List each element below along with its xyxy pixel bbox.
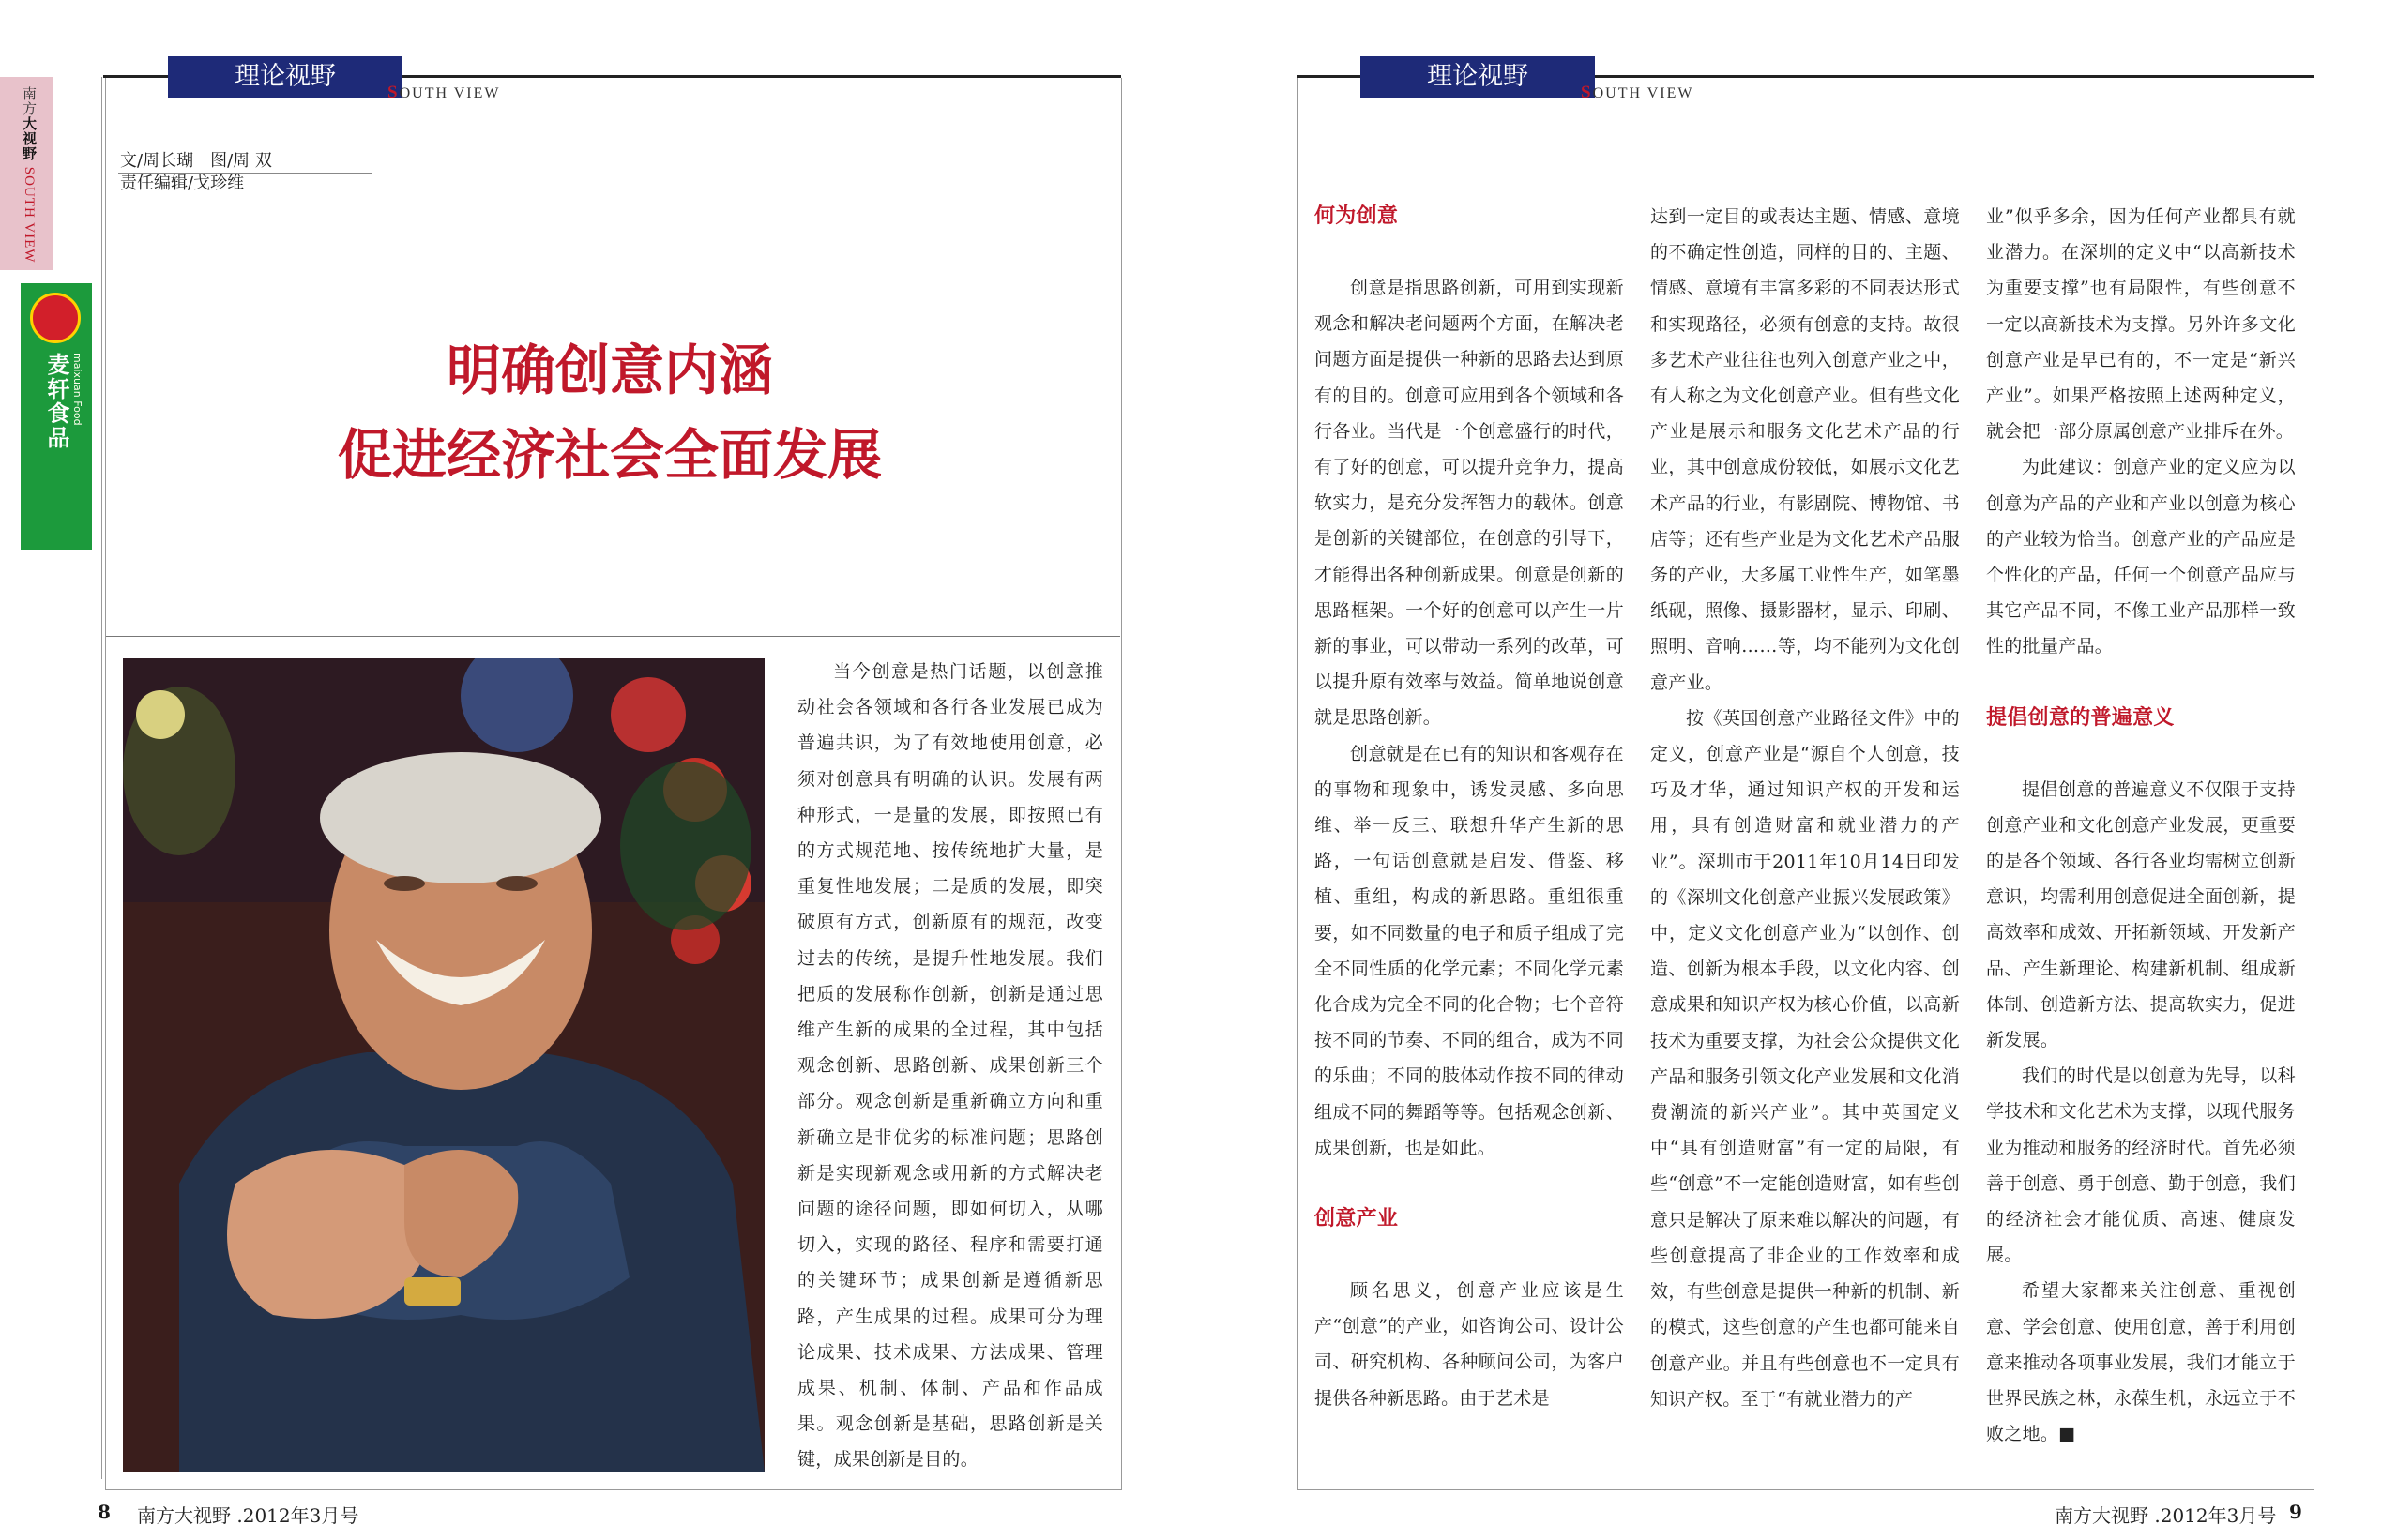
right-column-1 — [1314, 199, 1624, 1416]
left-page-margin-line — [101, 77, 102, 1479]
paragraph: 顾名思义，创意产业应该是生产“创意”的产业，如咨询公司、设计公司、研究机构、各种顾问公司，为客户提供各种新思路。由于艺术是 — [1314, 1280, 1624, 1409]
side-magazine-english: SOUTH VIEW — [22, 166, 37, 264]
portrait-photo — [123, 658, 765, 1472]
side-ad-brand: 麦轩食品 — [43, 353, 69, 450]
right-column-3 — [1986, 199, 2296, 1453]
left-section-tab: 理论视野 — [168, 56, 402, 98]
portrait-illustration — [123, 658, 765, 1472]
paragraph: 按《英国创意产业路径文件》中的定义，创意产业是“源自个人创意，技巧及才华，通过知识产权的开发和运用，具有创造财富和就业潜力的产业”。深圳市于2011年10月14日印发的《深圳文化创意产业振兴发展政策》中，定义文化创意产业为“以创作、创造、创新为根本手段，以文化内容、创意成果和知识产权为核心价值，以高新技术为重要支撑，为社会公众提供文化产品和服务引领文化产业发展和文化消费潮流的新兴产业”。其中英国定义中“具有创造财富”有一定的局限，有些“创意”不一定能创造财富，如有些创意只是解决了原来难以解决的问题，有些创意提高了非企业的工作效率和成效，有些创意是提供一种新的机制、新的模式，这些创意的产生也都可能来自创意产业。并且有些创意也不一定具有知识产权。至于“有就业潜力的产 — [1650, 707, 1960, 1410]
section-heading-what-is-creativity: 何为创意 — [1314, 204, 1399, 228]
paragraph: 创意是指思路创新，可用到实现新观念和解决老问题两个方面，在解决老问题方面是提供一种新的思路去达到原有的目的。创意可应用到各个领域和各行各业。当代是一个创意盛行的时代，有了好的创意，可以提升竞争力，提高软实力，是充分发挥智力的载体。创意是创新的关键部位，在创意的引导下，才能得出各种创新成果。创意是创新的思路框架。一个好的创意可以产生一片新的事业，可以带动一系列的改革，可以提升原有效率与效益。简单地说创意就是思路创新。 — [1314, 278, 1624, 729]
right-column-2 — [1650, 199, 1960, 1417]
left-footer-issue: 南方大视野 .2012年3月号 — [137, 1504, 359, 1527]
author-credit: 文/周长瑚 图/周 双 — [120, 151, 272, 171]
right-footer-issue: 南方大视野 .2012年3月号 — [2055, 1504, 2277, 1527]
paragraph: 达到一定目的或表达主题、情感、意境的不确定性创造，同样的目的、主题、情感、意境有丰富多彩的不同表达形式和实现路径，必须有创意的支持。故很多艺术产业往往也列入创意产业之中，有人称之为文化创意产业。但有些文化产业是展示和服务文化艺术产品的行业，其中创意成份较低，如展示文化艺术产品的行业，有影剧院、博物馆、书店等；还有些产业是为文化艺术产品服务的产业，大多属工业性生产，如笔墨纸砚，照像、摄影器材，显示、印刷、照明、音响……等，均不能列为文化创意产业。 — [1650, 206, 1960, 693]
intro-paragraph: 当今创意是热门话题，以创意推动社会各领域和各行各业发展已成为普遍共识，为了有效地使用创意，必须对创意具有明确的认识。发展有两种形式，一是量的发展，即按照已有的方式规范地、按传统地扩大量，是重复性地发展；二是质的发展，即突破原有方式，创新原有的规范，改变过去的传统，是提升性地发展。我们把质的发展称作创新，创新是通过思维产生新的成果的全过程，其中包括观念创新、思路创新、成果创新三个部分。观念创新是重新确立方向和重新确立是非优劣的标准问题；思路创新是实现新观念或用新的方式解决老问题的途径问题，即如何切入，从哪切入，实现的路径、程序和需要打通的关键环节；成果创新是遵循新思路，产生成果的过程。成果可分为理论成果、技术成果、方法成果、管理成果、机制、体制、产品和作品成果。观念创新是基础，思路创新是关键，成果创新是目的。 — [797, 661, 1103, 1471]
title-separator — [106, 636, 1120, 637]
article-title-line2: 促进经济社会全面发展 — [337, 423, 882, 487]
right-south-view-label: SOUTH VIEW — [1581, 83, 1694, 102]
editor-credit: 责任编辑/戈珍维 — [120, 174, 245, 193]
brand-logo-icon — [30, 293, 81, 343]
paragraph: 提倡创意的普遍意义不仅限于支持创意产业和文化创意产业发展，更重要的是各个领域、各行各业均需树立创新意识，均需利用创意促进全面创新，提高效率和成效、开拓新领域、开发新产品、产生新理论、构建新机制、组成新体制、创造新方法、提高软实力，促进新发展。 — [1986, 778, 2296, 1051]
paragraph: 创意就是在已有的知识和客观存在的事物和现象中，诱发灵感、多向思维、举一反三、联想升华产生新的思路，一句话创意就是启发、借鉴、移植、重组，构成的新思路。重组很重要，如不同数量的电子和质子组成了完全不同性质的化学元素；不同化学元素化合成为完全不同的化合物；七个音符按不同的节奏、不同的组合，成为不同的乐曲；不同的肢体动作按不同的律动组成不同的舞蹈等等。包括观念创新、成果创新，也是如此。 — [1314, 743, 1624, 1158]
intro-column — [797, 654, 1103, 1478]
paragraph: 业”似乎多余，因为任何产业都具有就业潜力。在深圳的定义中“以高新技术为重要支撑”也有局限性，有些创意不一定以高新技术为支撑。另外许多文化创意产业是早已有的，不一定是“新兴产业”。如果严格按照上述两种定义，就会把一部分原属创意产业排斥在外。 — [1986, 206, 2296, 443]
article-title-line1: 明确创意内涵 — [446, 339, 773, 402]
right-page-number: 9 — [2289, 1501, 2302, 1523]
section-heading-creative-industry: 创意产业 — [1314, 1207, 1399, 1231]
paragraph: 希望大家都来关注创意、重视创意、学会创意、使用创意，善于利用创意来推动各项事业发展，我们才能立于世界民族之林，永葆生机，永远立于不败之地。■ — [1986, 1280, 2296, 1445]
side-magazine-name: 南方 — [21, 86, 38, 116]
right-section-tab: 理论视野 — [1360, 56, 1595, 98]
article-credits — [120, 150, 272, 173]
side-ad-brand-en: maixuan Food — [71, 353, 83, 426]
paragraph: 为此建议：创意产业的定义应为以创意为产品的产业和产业以创意为核心的产业较为恰当。创意产业的产品应是个性化的产品，任何一个创意产品应与其它产品不同，不像工业产品那样一致性的批量产品。 — [1986, 457, 2296, 657]
paragraph: 我们的时代是以创意为先导，以科学技术和文化艺术为支撑，以现代服务业为推动和服务的经济时代。首先必须善于创意、勇于创意、勤于创意，我们的经济社会才能优质、高速、健康发展。 — [1986, 1065, 2296, 1266]
side-magazine-label — [13, 86, 39, 263]
left-south-view-label: SOUTH VIEW — [387, 83, 501, 102]
side-magazine-name-bold: 大视野 — [21, 116, 38, 161]
section-heading-universal-significance: 提倡创意的普遍意义 — [1986, 705, 2175, 730]
left-page-number: 8 — [98, 1501, 111, 1523]
